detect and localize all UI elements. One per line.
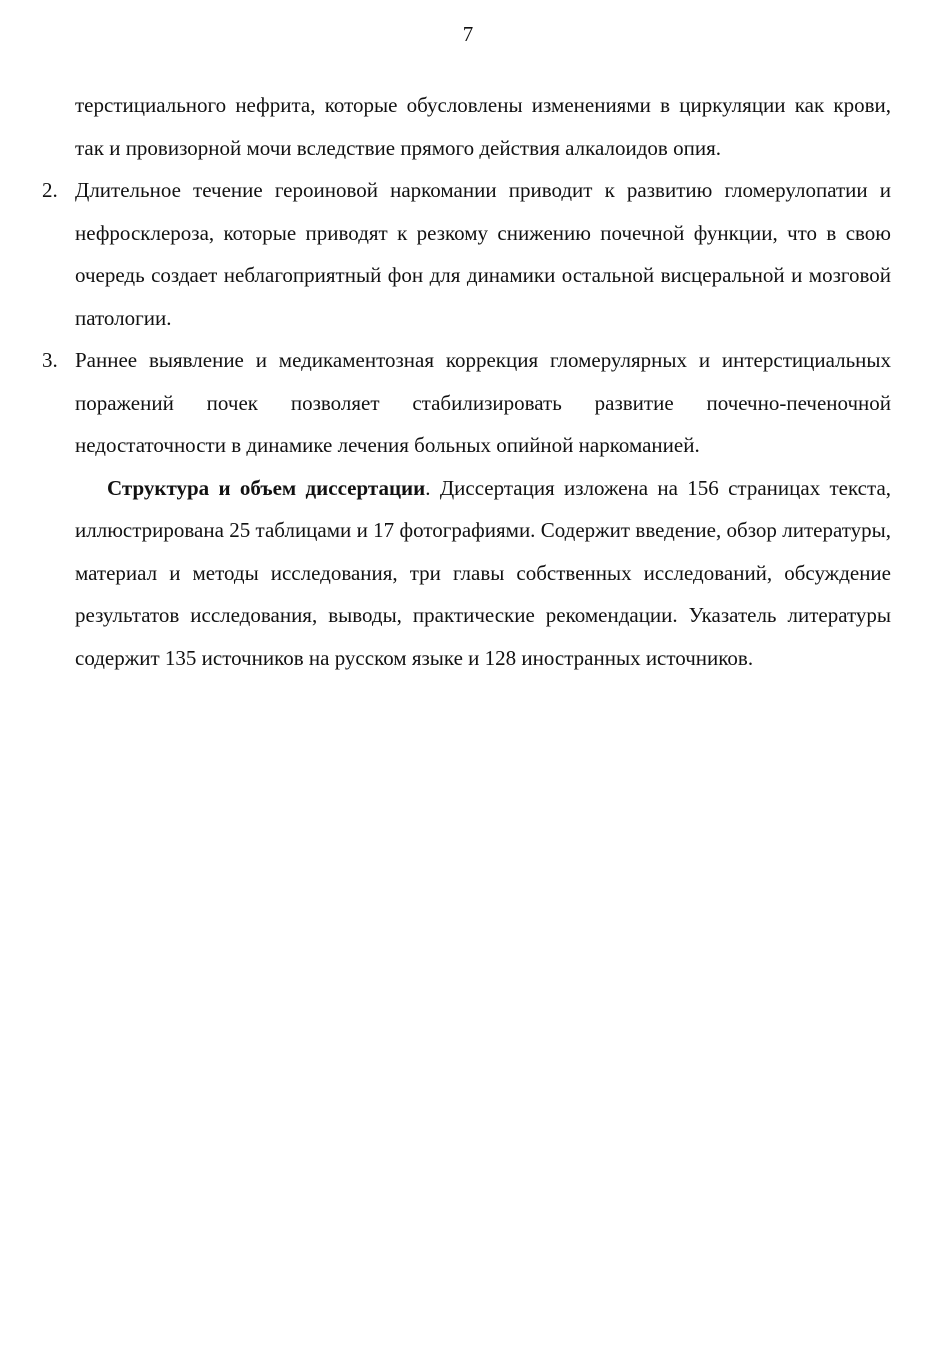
continuation-paragraph: терстициального нефрита, которые обусловлены изменениями в циркуляции как крови, так и провизорной мочи вследствие прямого действия алкалоидов опия. [75, 93, 891, 160]
page-number: 7 [462, 22, 474, 46]
conclusions-list [42, 169, 891, 467]
list-item [42, 339, 891, 467]
structure-text: . Диссертация изложена на 156 страницах текста, иллюстрирована 25 таблицами и 17 фотографиями. Содержит введение, обзор литературы, материал и методы исследования, три главы собственных исследований, обсуждение результатов исследования, выводы, практические рекомендации. Указатель литературы содержит 135 источников на русском языке и 128 иностранных источников. [75, 475, 892, 670]
list-item-number: 2. [42, 178, 58, 202]
list-item-text: Длительное течение героиновой наркомании приводит к развитию гломерулопатии и нефросклероза, которые приводят к резкому снижению почечной функции, что в свою очередь создает неблагоприятный фон для динамики остальной висцеральной и мозговой патологии. [75, 178, 891, 330]
structure-paragraph [75, 467, 891, 680]
list-item-text: Раннее выявление и медикаментозная коррекция гломерулярных и интерстициальных поражений почек позволяет стабилизировать развитие почечно-печеночной недостаточности в динамике лечения больных опийной наркоманией. [75, 348, 891, 457]
structure-heading: Структура и объем диссертации [107, 475, 426, 500]
list-item-number: 3. [42, 348, 58, 372]
document-body [42, 84, 892, 679]
list-item [42, 169, 891, 339]
